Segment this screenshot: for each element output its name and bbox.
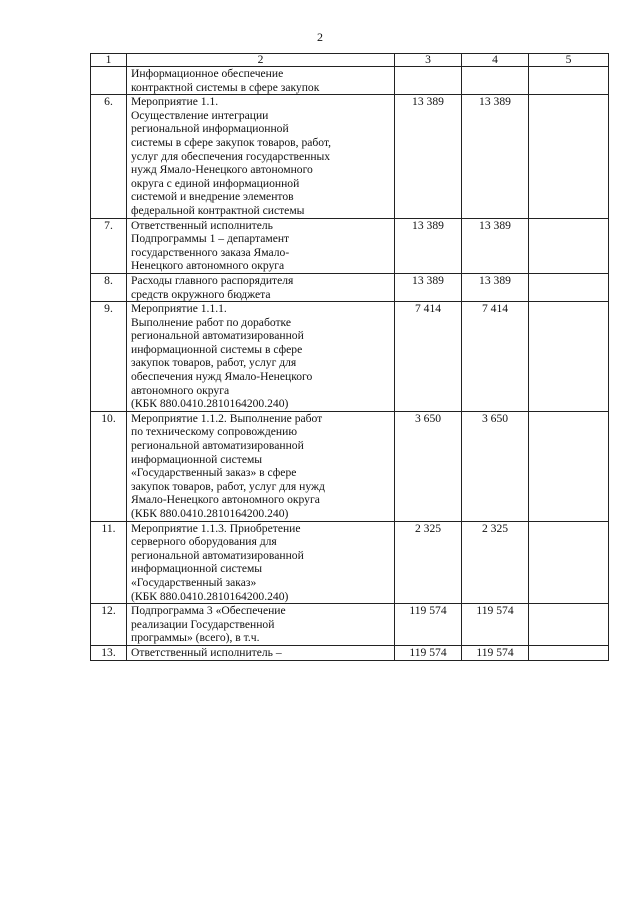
row-value-col3: 13 389: [395, 95, 462, 218]
table-row: [91, 273, 609, 301]
page-number: 2: [317, 30, 323, 44]
row-value-col4: 13 389: [462, 218, 529, 273]
header-cell: 5: [529, 54, 609, 67]
row-number: 10.: [91, 411, 127, 521]
row-description: Мероприятие 1.1.3. Приобретение серверного оборудования для региональной автоматизированной информационной системы «Государственный заказ» (КБК 880.0410.2810164200.240): [127, 521, 395, 604]
row-value-col3: 119 574: [395, 645, 462, 660]
header-cell: 3: [395, 54, 462, 67]
row-description: Ответственный исполнитель Подпрограммы 1 – департамент государственного заказа Ямало- Ненецкого автономного округа: [127, 218, 395, 273]
row-value-col4: 2 325: [462, 521, 529, 604]
row-number: 13.: [91, 645, 127, 660]
row-number: 8.: [91, 273, 127, 301]
row-value-col4: 119 574: [462, 604, 529, 646]
row-number: 6.: [91, 95, 127, 218]
row-number: [91, 67, 127, 95]
row-value-col3: 2 325: [395, 521, 462, 604]
row-number: 12.: [91, 604, 127, 646]
table-header-row: [91, 54, 609, 67]
row-value-col3: 7 414: [395, 302, 462, 412]
row-value-col4: 13 389: [462, 95, 529, 218]
row-number: 9.: [91, 302, 127, 412]
row-value-col3: 13 389: [395, 218, 462, 273]
row-description: Мероприятие 1.1. Осуществление интеграции региональной информационной системы в сфере закупок товаров, работ, услуг для обеспечения государственных нужд Ямало-Ненецкого автономного округа с единой информационной системой и внедрение элементов федеральной контрактной системы: [127, 95, 395, 218]
header-cell: 1: [91, 54, 127, 67]
row-description: Ответственный исполнитель –: [127, 645, 395, 660]
row-value-col5: [529, 645, 609, 660]
row-value-col5: [529, 411, 609, 521]
row-value-col3: [395, 67, 462, 95]
row-description: Мероприятие 1.1.1. Выполнение работ по доработке региональной автоматизированной информационной системы в сфере закупок товаров, работ, услуг для обеспечения нужд Ямало-Ненецкого автономного округа (КБК 880.0410.2810164200.240): [127, 302, 395, 412]
row-value-col3: 13 389: [395, 273, 462, 301]
table-row: [91, 302, 609, 412]
row-value-col5: [529, 604, 609, 646]
row-value-col5: [529, 273, 609, 301]
table-row: [91, 67, 609, 95]
row-value-col5: [529, 95, 609, 218]
row-value-col5: [529, 302, 609, 412]
row-value-col5: [529, 218, 609, 273]
row-value-col3: 119 574: [395, 604, 462, 646]
header-cell: 4: [462, 54, 529, 67]
row-description: Подпрограмма 3 «Обеспечение реализации Государственной программы» (всего), в т.ч.: [127, 604, 395, 646]
row-value-col4: 119 574: [462, 645, 529, 660]
row-number: 7.: [91, 218, 127, 273]
row-value-col4: [462, 67, 529, 95]
table-row: [91, 521, 609, 604]
table-row: [91, 604, 609, 646]
row-value-col4: 3 650: [462, 411, 529, 521]
header-cell: 2: [127, 54, 395, 67]
row-value-col4: 7 414: [462, 302, 529, 412]
row-value-col3: 3 650: [395, 411, 462, 521]
table-row: [91, 95, 609, 218]
table-row: [91, 411, 609, 521]
table-row: [91, 645, 609, 660]
row-number: 11.: [91, 521, 127, 604]
row-description: Мероприятие 1.1.2. Выполнение работ по техническому сопровождению региональной автоматизированной информационной системы «Государственный заказ» в сфере закупок товаров, работ, услуг для нужд Ямало-Ненецкого автономного округа (КБК 880.0410.2810164200.240): [127, 411, 395, 521]
budget-table: [90, 53, 609, 661]
row-description: Информационное обеспечение контрактной системы в сфере закупок: [127, 67, 395, 95]
row-description: Расходы главного распорядителя средств окружного бюджета: [127, 273, 395, 301]
row-value-col5: [529, 67, 609, 95]
row-value-col4: 13 389: [462, 273, 529, 301]
row-value-col5: [529, 521, 609, 604]
table-row: [91, 218, 609, 273]
